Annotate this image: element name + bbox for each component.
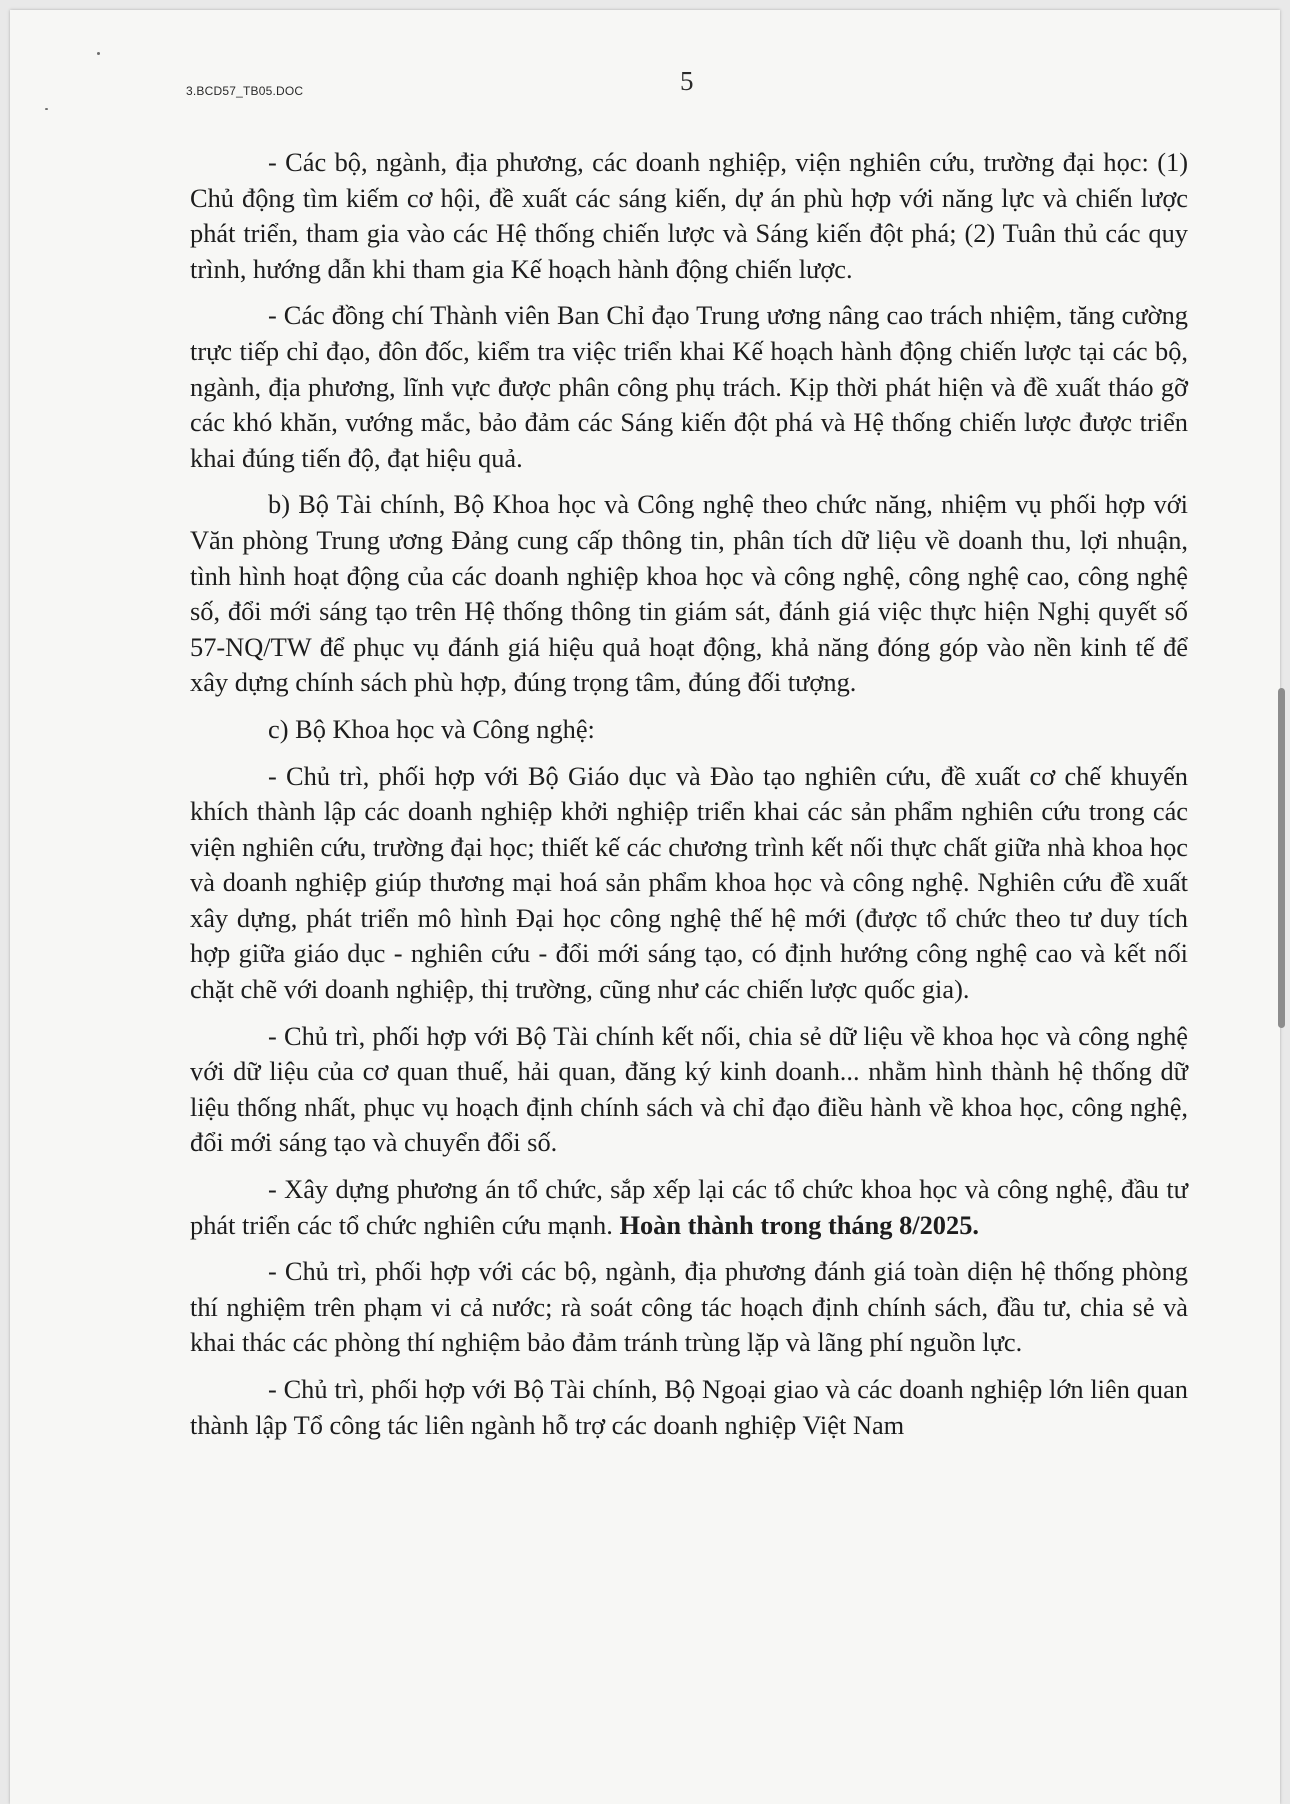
- scrollbar-thumb[interactable]: [1278, 688, 1285, 1028]
- paragraph: [190, 298, 1188, 476]
- paragraph: [190, 1254, 1188, 1361]
- paragraph-text: - Chủ trì, phối hợp với Bộ Tài chính kết nối, chia sẻ dữ liệu về khoa học và công nghệ với dữ liệu của cơ quan thuế, hải quan, đăng ký kinh doanh... nhằm hình thành hệ thống dữ liệu thống nhất, phục vụ hoạch định chính sách và chỉ đạo điều hành về khoa học, công nghệ, đổi mới sáng tạo và chuyển đổi số.: [190, 1020, 1188, 1158]
- paragraph: [190, 759, 1188, 1008]
- paragraph-text: - Chủ trì, phối hợp với Bộ Giáo dục và Đào tạo nghiên cứu, đề xuất cơ chế khuyến khích thành lập các doanh nghiệp khởi nghiệp triển khai các sản phẩm nghiên cứu trong các viện nghiên cứu, trường đại học; thiết kế các chương trình kết nối thực chất giữa nhà khoa học và doanh nghiệp giúp thương mại hoá sản phẩm khoa học và công nghệ. Nghiên cứu đề xuất xây dựng, phát triển mô hình Đại học công nghệ thế hệ mới (được tổ chức theo tư duy tích hợp giữa giáo dục - nghiên cứu - đổi mới sáng tạo, có định hướng công nghệ cao và kết nối chặt chẽ với doanh nghiệp, thị trường, cũng như các chiến lược quốc gia).: [190, 760, 1188, 1005]
- scan-speck: [45, 108, 48, 110]
- document-body: [190, 145, 1188, 1454]
- page-number: 5: [680, 66, 694, 96]
- scan-speck: [97, 52, 100, 55]
- paragraph-text: - Xây dựng phương án tổ chức, sắp xếp lại các tổ chức khoa học và công nghệ, đầu tư phát triển các tổ chức nghiên cứu mạnh.: [190, 1174, 1188, 1240]
- paragraph: [190, 1172, 1188, 1243]
- paragraph: [190, 487, 1188, 701]
- paragraph-text: c) Bộ Khoa học và Công nghệ:: [268, 713, 595, 744]
- document-code: 3.BCD57_TB05.DOC: [186, 84, 304, 98]
- paragraph-text: - Chủ trì, phối hợp với Bộ Tài chính, Bộ Ngoại giao và các doanh nghiệp lớn liên quan thành lập Tổ công tác liên ngành hỗ trợ các doanh nghiệp Việt Nam: [190, 1374, 1188, 1440]
- paragraph: [190, 1019, 1188, 1161]
- paragraph-text: - Chủ trì, phối hợp với các bộ, ngành, địa phương đánh giá toàn diện hệ thống phòng thí nghiệm trên phạm vi cả nước; rà soát công tác hoạch định chính sách, đầu tư, chia sẻ và khai thác các phòng thí nghiệm bảo đảm tránh trùng lặp và lãng phí nguồn lực.: [190, 1256, 1188, 1358]
- paragraph-text: - Các đồng chí Thành viên Ban Chỉ đạo Trung ương nâng cao trách nhiệm, tăng cường trực tiếp chỉ đạo, đôn đốc, kiểm tra việc triển khai Kế hoạch hành động chiến lược tại các bộ, ngành, địa phương, lĩnh vực được phân công phụ trách. Kịp thời phát hiện và đề xuất tháo gỡ các khó khăn, vướng mắc, bảo đảm các Sáng kiến đột phá và Hệ thống chiến lược được triển khai đúng tiến độ, đạt hiệu quả.: [190, 300, 1188, 473]
- paragraph-text: - Các bộ, ngành, địa phương, các doanh nghiệp, viện nghiên cứu, trường đại học: (1) Chủ động tìm kiếm cơ hội, đề xuất các sáng kiến, dự án phù hợp với năng lực và chiến lược phát triển, tham gia vào các Hệ thống chiến lược và Sáng kiến đột phá; (2) Tuân thủ các quy trình, hướng dẫn khi tham gia Kế hoạch hành động chiến lược.: [190, 147, 1188, 284]
- paragraph: [190, 1372, 1188, 1443]
- paragraph-text: b) Bộ Tài chính, Bộ Khoa học và Công nghệ theo chức năng, nhiệm vụ phối hợp với Văn phòng Trung ương Đảng cung cấp thông tin, phân tích dữ liệu về doanh thu, lợi nhuận, tình hình hoạt động của các doanh nghiệp khoa học và công nghệ, công nghệ cao, công nghệ số, đổi mới sáng tạo trên Hệ thống thông tin giám sát, đánh giá việc thực hiện Nghị quyết số 57-NQ/TW để phục vụ đánh giá hiệu quả hoạt động, khả năng đóng góp vào nền kinh tế để xây dựng chính sách phù hợp, đúng trọng tâm, đúng đối tượng.: [190, 489, 1188, 698]
- paragraph: [190, 145, 1188, 287]
- scrollbar[interactable]: [1276, 10, 1286, 1804]
- deadline-text: Hoàn thành trong tháng 8/2025.: [619, 1209, 979, 1240]
- paragraph: [190, 712, 1188, 748]
- document-page: [10, 10, 1280, 1804]
